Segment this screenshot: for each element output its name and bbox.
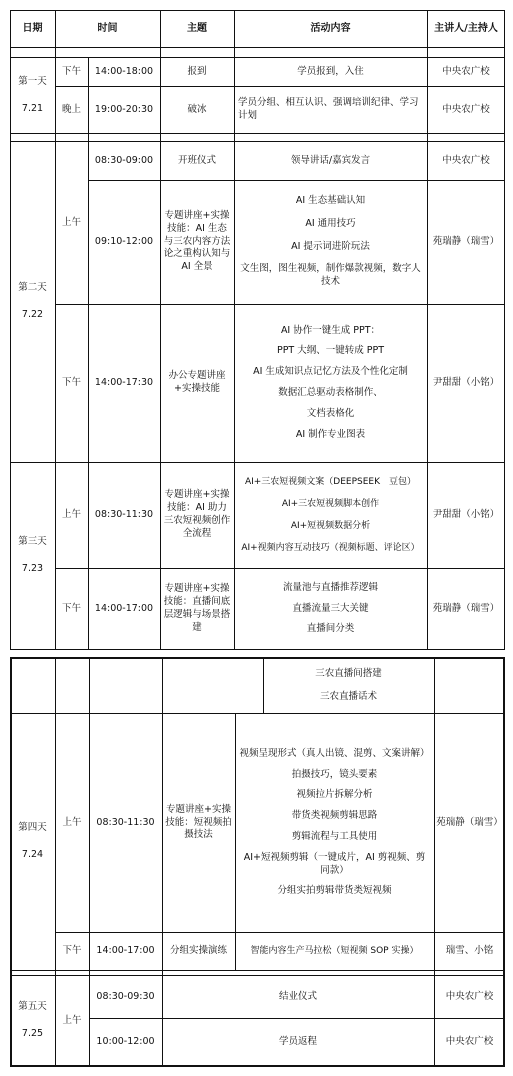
day1-time-1: 14:00-18:00 [94,65,154,77]
day4-speaker-2: 瑞雪、小铭 [445,944,494,956]
day4-label [10,714,55,970]
grid-line [10,1065,505,1067]
day4-time-2: 14:00-17:00 [96,944,155,956]
day2-name: 第二天 [18,282,47,294]
day2-topic-1: 开班仪式 [177,154,216,166]
day2-topic-3: 办公专题讲座+实操技能 [168,370,226,394]
content-item: 直播间分类 [306,623,355,635]
grid-line [235,714,236,970]
grid-line [504,10,505,650]
grid-line [10,657,12,1067]
grid-line [503,657,505,1067]
grid-line [10,649,505,650]
content-item: 视频拉片拆解分析 [296,789,373,801]
day3-content-1 [234,462,427,568]
day1-label [10,58,55,134]
day3-name: 第三天 [18,536,47,548]
grid-line [89,1018,505,1019]
grid-line [234,10,235,650]
day5-date: 7.25 [21,1028,44,1039]
day3-speaker-2: 苑瑞静（瑞雪） [432,602,500,614]
day5-content-2: 学员返程 [278,1035,317,1047]
day5-content-1: 结业仪式 [278,990,317,1002]
day2-content-3 [234,304,427,462]
content-item: AI 通用技巧 [305,217,356,229]
content-item: AI 生成知识点记忆方法及个性化定制 [253,366,408,378]
grid-line [10,713,505,714]
day2-pm: 下午 [61,376,81,388]
header-speaker: 主讲人/主持人 [434,23,498,35]
content-item: 视频呈现形式（真人出镜、混剪、文案讲解） [239,747,430,759]
day2-date: 7.22 [21,309,44,320]
content-item: AI+短视频剪辑（一键成片，AI 剪视频、剪同款） [243,851,426,876]
content-item: 剪辑流程与工具使用 [291,831,378,842]
grid-line [10,657,505,659]
content-item: 分组实拍剪辑带货类短视频 [277,885,392,897]
day3-speaker-1: 尹甜甜（小铭） [432,508,500,520]
grid-line [10,975,505,976]
grid-line [10,970,505,971]
grid-line [55,932,505,933]
grid-line [55,568,505,569]
day4-content-2: 智能内容生产马拉松（短视频 SOP 实操） [250,945,419,956]
day4-topic-1: 专题讲座+实操技能：短视频拍摄技法 [165,803,232,841]
content-item: 三农直播话术 [319,691,377,702]
grid-line [88,57,89,650]
day3-date: 7.23 [21,563,44,574]
day3-topic-1: 专题讲座+实操技能：AI 助力三农短视频创作全流程 [163,489,231,539]
day1-content-1: 学员报到，入住 [297,65,364,77]
content-item: AI+三农短视频脚本创作 [281,498,380,509]
content-item: 流量池与直播推荐逻辑 [282,581,378,593]
day2-content-2 [234,180,427,304]
day3-pm: 下午 [61,602,81,614]
day5-time-1: 08:30-09:30 [96,990,155,1002]
grid-line [162,657,163,975]
day4-pm: 下午 [62,944,82,956]
grid-line [55,86,505,87]
day2-label [10,142,55,462]
grid-line [10,141,505,142]
content-item: 带货类视频剪辑思路 [291,810,378,822]
day2-speaker-1: 中央农广校 [442,154,490,166]
content-item: PPT 大纲、一键转成 PPT [276,345,385,357]
grid-line [10,10,505,11]
day5-speaker-2: 中央农广校 [445,1035,494,1047]
day2-speaker-3: 尹甜甜（小铭） [432,376,500,388]
day1-name: 第一天 [18,76,47,88]
content-item: AI 制作专业图表 [295,428,366,440]
day5-speaker-1: 中央农广校 [445,990,494,1002]
day1-period-2: 晚上 [61,103,81,115]
content-item: 直播流量三大关键 [292,602,369,614]
day1-topic-2: 破冰 [187,103,207,115]
day4-name: 第四天 [18,822,47,834]
grid-line [10,462,505,463]
grid-line [55,657,56,1067]
content-item: AI+短视频数据分析 [290,521,371,531]
day2-am: 上午 [61,216,81,228]
day5-time-2: 10:00-12:00 [96,1035,155,1047]
day1-speaker-1: 中央农广校 [442,65,490,77]
day1-topic-1: 报到 [187,65,207,77]
day1-speaker-2: 中央农广校 [442,103,490,115]
content-item: 文档表格化 [306,407,355,419]
day5-am: 上午 [62,1014,82,1026]
grid-line [263,657,264,714]
day4-am: 上午 [62,816,82,828]
day2-content-1: 领导讲话/嘉宾发言 [290,154,371,166]
content-item: AI+视频内容互动技巧（视频标题、评论区） [241,543,420,554]
content-item: 数据汇总驱动表格制作、 [278,387,383,398]
header-topic: 主题 [187,23,207,35]
grid-line [162,975,163,1067]
day1-content-2: 学员分组、相互认识、强调培训纪律、学习计划 [238,97,419,121]
grid-line [55,304,505,305]
day3-topic-2: 专题讲座+实操技能：直播间底层逻辑与场景搭建 [163,583,231,633]
day4-time-1: 08:30-11:30 [96,816,155,828]
day3-time-1: 08:30-11:30 [94,508,154,520]
content-item: AI 协作一键生成 PPT： [280,324,381,336]
header-content: 活动内容 [310,23,351,35]
content-item: AI 提示词进阶玩法 [291,240,370,252]
grid-line [10,47,505,48]
day1-date: 7.21 [21,103,44,114]
grid-line [434,657,435,1067]
day1-time-2: 19:00-20:30 [94,103,154,115]
grid-line [427,10,428,650]
day4-content-1 [235,714,434,932]
day2-time-1: 08:30-09:00 [94,154,154,166]
day4-speaker-1: 苑瑞静（瑞雪） [436,816,503,828]
grid-line [160,10,161,650]
grid-line [89,657,90,1067]
content-item: AI 生态基础认知 [295,194,366,206]
content-item: 三农直播间搭建 [315,668,382,680]
day3-time-2: 14:00-17:00 [94,602,154,614]
cont-content [263,658,434,714]
day3-am: 上午 [61,508,81,520]
grid-line [10,133,505,134]
grid-line [55,10,56,650]
day2-time-3: 14:00-17:30 [94,376,154,388]
day4-date: 7.24 [21,849,44,860]
day2-speaker-2: 苑瑞静（瑞雪） [432,235,500,247]
grid-line [10,57,505,58]
header-date: 日期 [22,23,43,35]
day5-name: 第五天 [18,1001,47,1013]
content-item: AI+三农短视频文案（DEEPSEEK 豆包） [244,476,417,487]
content-item: 文生图，图生视频，制作爆款视频，数字人技术 [240,263,421,288]
grid-line [88,180,505,181]
day3-label [10,462,55,650]
day3-content-2 [234,568,427,650]
day4-topic-2: 分组实操演练 [169,944,227,956]
header-time: 时间 [97,23,118,35]
grid-line [10,10,11,650]
day1-period-1: 下午 [61,65,81,77]
day2-time-2: 09:10-12:00 [94,235,154,247]
day2-topic-2: 专题讲座+实操技能：AI 生态与三农内容方法论之重构认知与 AI 全景 [163,209,231,273]
day5-label [10,976,55,1066]
content-item: 拍摄技巧，镜头要素 [291,768,378,780]
